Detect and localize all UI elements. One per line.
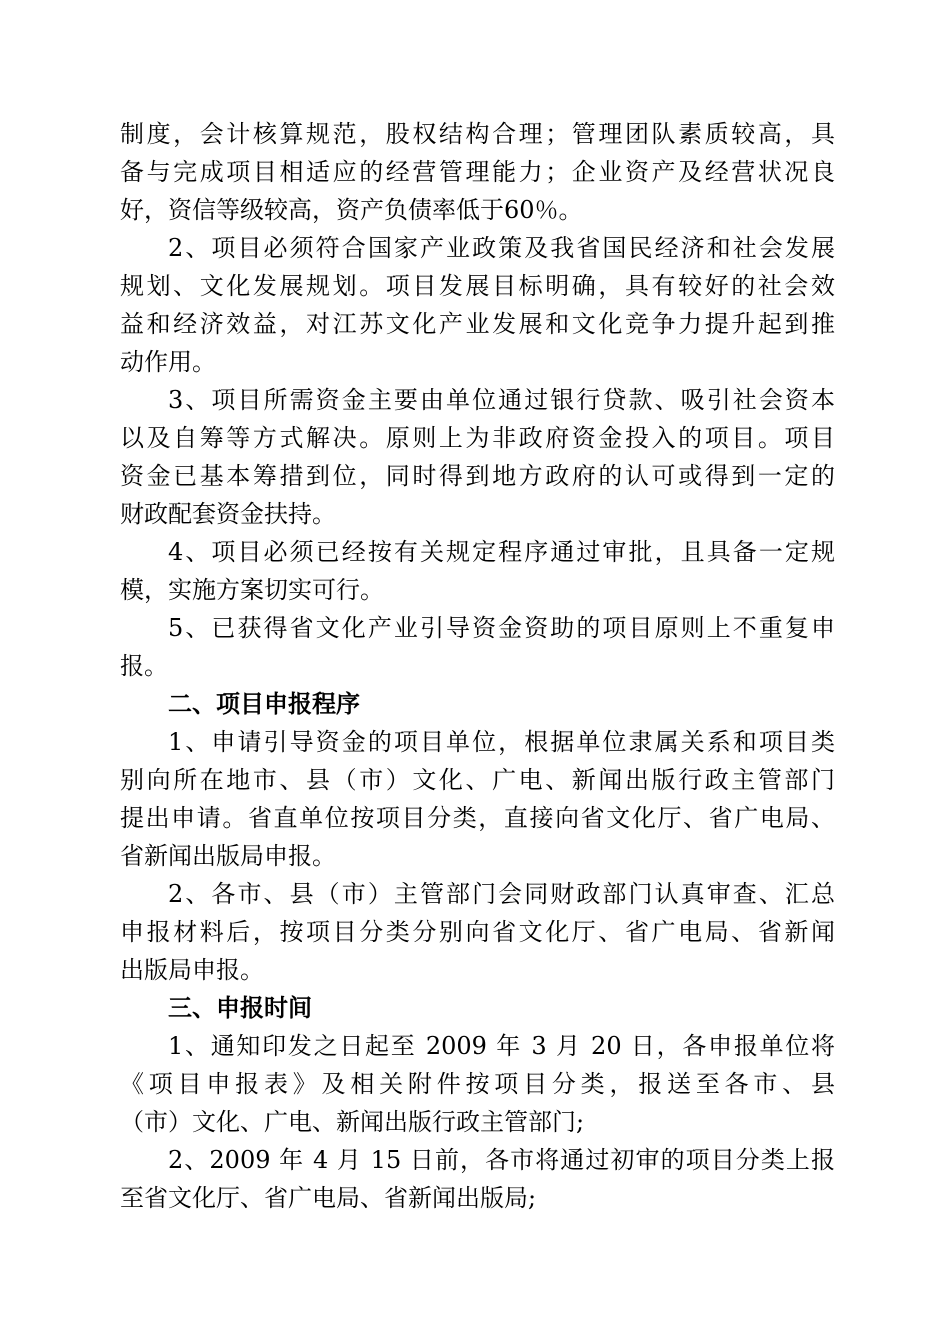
text-line: 模，实施方案切实可行。 — [120, 576, 384, 604]
text-line: 4、项目必须已经按有关规定程序通过审批，且具备一定规 — [168, 538, 835, 566]
text-line: 动作用。 — [120, 348, 216, 376]
text-line: 资金已基本筹措到位，同时得到地方政府的认可或得到一定的 — [120, 462, 835, 490]
text-line: 2、各市、县（市）主管部门会同财政部门认真审查、汇总 — [168, 880, 835, 908]
text-line: 规划、文化发展规划。项目发展目标明确，具有较好的社会效 — [120, 272, 835, 300]
section-heading: 二、项目申报程序 — [168, 690, 360, 718]
text-line: 财政配套资金扶持。 — [120, 500, 336, 528]
text-line: 5、已获得省文化产业引导资金资助的项目原则上不重复申 — [168, 614, 835, 642]
text-line: 好，资信等级较高，资产负债率低于60％。 — [120, 196, 583, 224]
text-line: 备与完成项目相适应的经营管理能力；企业资产及经营状况良 — [120, 158, 835, 186]
text-line: 省新闻出版局申报。 — [120, 842, 336, 870]
text-line: 以及自筹等方式解决。原则上为非政府资金投入的项目。项目 — [120, 424, 835, 452]
text-line: 3、项目所需资金主要由单位通过银行贷款、吸引社会资本 — [168, 386, 835, 414]
text-line: 别向所在地市、县（市）文化、广电、新闻出版行政主管部门 — [120, 766, 835, 794]
text-line: 1、通知印发之日起至 2009 年 3 月 20 日，各申报单位将 — [168, 1032, 835, 1060]
section-heading: 三、申报时间 — [168, 994, 312, 1022]
text-line: 出版局申报。 — [120, 956, 264, 984]
text-line: 1、申请引导资金的项目单位，根据单位隶属关系和项目类 — [168, 728, 835, 756]
text-line: （市）文化、广电、新闻出版行政主管部门; — [120, 1108, 585, 1136]
text-line: 益和经济效益，对江苏文化产业发展和文化竞争力提升起到推 — [120, 310, 835, 338]
text-line: 《项目申报表》及相关附件按项目分类，报送至各市、县 — [120, 1070, 835, 1098]
text-line: 2、2009 年 4 月 15 日前，各市将通过初审的项目分类上报 — [168, 1146, 835, 1174]
text-line: 制度，会计核算规范，股权结构合理；管理团队素质较高，具 — [120, 120, 835, 148]
text-line: 2、项目必须符合国家产业政策及我省国民经济和社会发展 — [168, 234, 835, 262]
text-line: 提出申请。省直单位按项目分类，直接向省文化厅、省广电局、 — [120, 804, 835, 832]
text-line: 报。 — [120, 652, 168, 680]
text-line: 申报材料后，按项目分类分别向省文化厅、省广电局、省新闻 — [120, 918, 835, 946]
text-line: 至省文化厅、省广电局、省新闻出版局; — [120, 1184, 537, 1212]
